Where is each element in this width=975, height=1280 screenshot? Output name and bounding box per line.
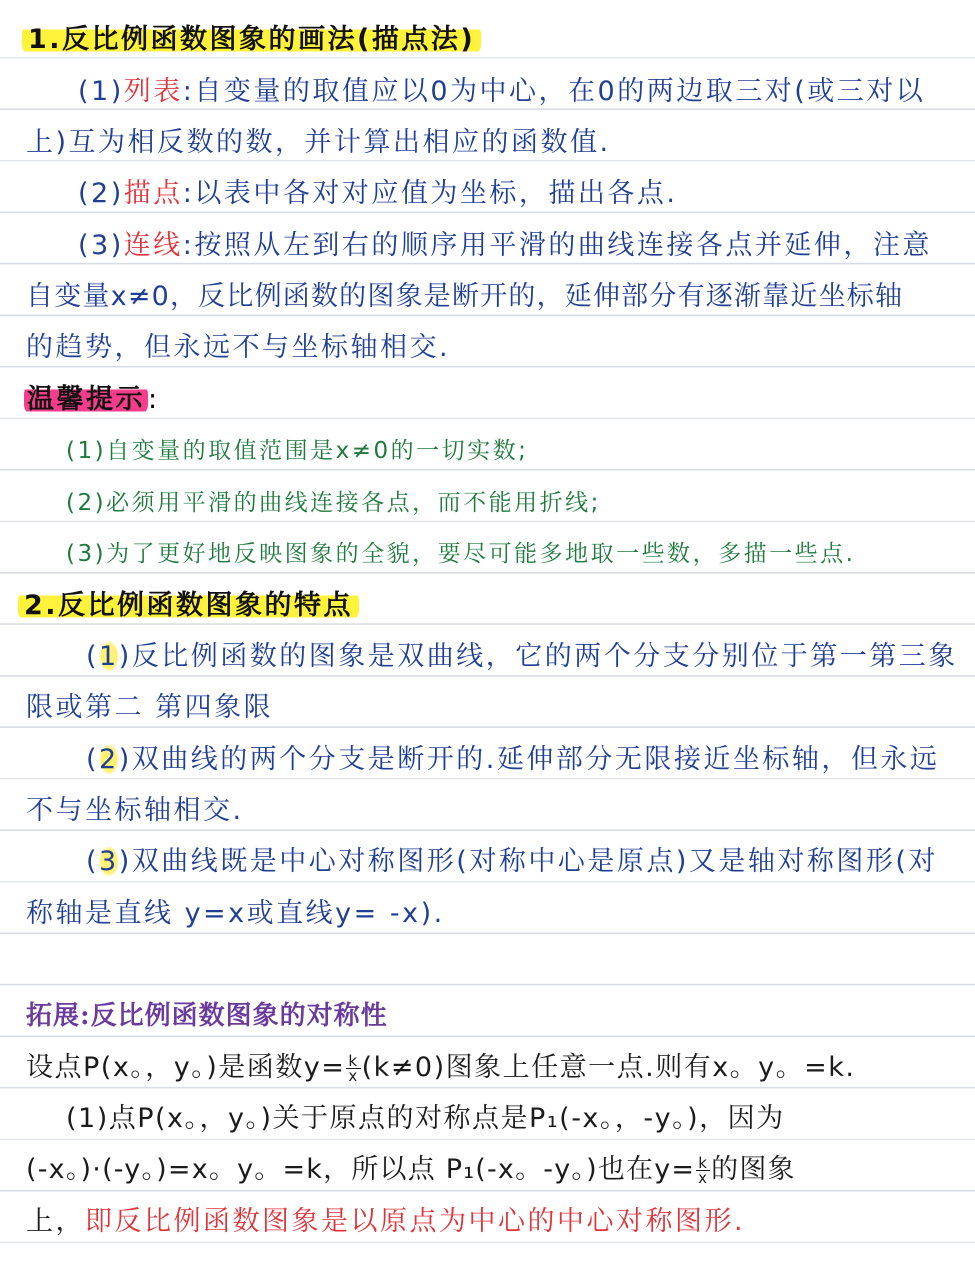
feature1-text-a: 反比例函数的图象是双曲线，它的两个分支分别位于第一第三象: [131, 641, 958, 672]
step2-colon: :: [182, 178, 195, 209]
step3-text-a: 按照从左到右的顺序用平滑的曲线连接各点并延伸，注意: [194, 230, 932, 261]
step2-line-a: [78, 168, 975, 220]
tip-item-3: [66, 528, 975, 580]
step1-text-a: 自变量的取值应以0为中心，在0的两边取三对(或三对以: [194, 76, 926, 107]
extension-fraction-2: [696, 1156, 710, 1185]
feature1-open: (: [86, 641, 100, 672]
step1-label: 列表: [123, 76, 183, 107]
feature3-num: 3: [99, 846, 119, 877]
extension-conclusion: 即反比例函数图象是以原点为中心的中心对称图形.: [85, 1206, 746, 1237]
fraction1-denominator: x: [348, 1067, 359, 1085]
step1-line-b: [26, 117, 975, 169]
feature1-line-a: [86, 631, 975, 683]
fraction2-numerator: k: [698, 1154, 709, 1172]
section2-title-line: [18, 580, 975, 632]
step3-label: 连线: [123, 230, 183, 261]
extension-line-4: [26, 1196, 975, 1248]
feature3-close: ): [118, 846, 132, 877]
extension-line2: (1)点P(x。，y。)关于原点的对称点是P₁(-x。，-y。)，因为: [66, 1103, 785, 1134]
step3-text-c: 的趋势，但永远不与坐标轴相交.: [26, 332, 451, 363]
step3-text-b: 自变量x≠0，反比例函数的图象是断开的，延伸部分有逐渐靠近坐标轴: [26, 281, 904, 312]
feature3-open: (: [86, 846, 100, 877]
feature2-num: 2: [99, 744, 119, 775]
step2-text-a: 以表中各对对应值为坐标，描出各点.: [194, 178, 678, 209]
step1-colon: :: [182, 76, 195, 107]
tips-title-line: [24, 374, 975, 426]
fraction1-numerator: k: [348, 1052, 359, 1070]
tips-colon: :: [148, 384, 160, 415]
feature1-num: 1: [99, 641, 119, 672]
feature3-text-b: 称轴是直线 y=x或直线y= -x).: [26, 898, 445, 929]
feature3-line-a: [86, 836, 975, 888]
extension-line-3: [26, 1144, 975, 1196]
step2-label: 描点: [123, 178, 183, 209]
extension-fraction-1: [346, 1054, 360, 1083]
step3-colon: :: [182, 230, 195, 261]
extension-line4-a: 上，: [26, 1206, 85, 1237]
step3-line-b: [26, 271, 975, 323]
feature1-text-b: 限或第二 第四象限: [26, 692, 274, 723]
feature2-text-a: 双曲线的两个分支是断开的.延伸部分无限接近坐标轴，但永远: [131, 744, 940, 775]
tip-item-2: [66, 477, 975, 529]
section1-title: 1.反比例函数图象的画法(描点法): [22, 24, 481, 55]
extension-line-1: [26, 1042, 975, 1094]
fraction2-denominator: x: [698, 1169, 709, 1187]
tips-title: 温馨提示: [24, 384, 148, 415]
tip-text-2: (2)必须用平滑的曲线连接各点，而不能用折线;: [66, 490, 601, 516]
step3-line-a: [78, 220, 975, 272]
step3-num: (3): [78, 230, 124, 261]
extension-title: 拓展:反比例函数图象的对称性: [26, 1001, 388, 1031]
step1-text-b: 上)互为相反数的数，并计算出相应的函数值.: [26, 127, 611, 158]
step1-line-a: [78, 66, 975, 118]
feature2-line-b: [26, 785, 975, 837]
extension-line1-b: (k≠0)图象上任意一点.则有x。y。=k.: [361, 1052, 856, 1083]
extension-line3-b: 的图象: [711, 1154, 796, 1185]
tip-item-1: [66, 425, 975, 477]
step3-line-c: [26, 322, 975, 374]
step2-num: (2): [78, 178, 124, 209]
feature2-line-a: [86, 734, 975, 786]
extension-line1-a: 设点P(x。，y。)是函数y=: [26, 1052, 346, 1083]
feature2-open: (: [86, 744, 100, 775]
step1-num: (1): [78, 76, 124, 107]
extension-title-line: [26, 990, 975, 1042]
section2-title: 2.反比例函数图象的特点: [18, 590, 359, 621]
feature2-text-b: 不与坐标轴相交.: [26, 795, 244, 826]
tip-text-3: (3)为了更好地反映图象的全貌，要尽可能多地取一些数，多描一些点.: [66, 541, 856, 567]
feature1-close: ): [118, 641, 132, 672]
feature2-close: ): [118, 744, 132, 775]
section1-title-line: [22, 14, 975, 66]
feature3-text-a: 双曲线既是中心对称图形(对称中心是原点)又是轴对称图形(对: [131, 846, 938, 877]
tip-text-1: (1)自变量的取值范围是x≠0的一切实数;: [66, 438, 529, 464]
extension-line-2: [66, 1093, 975, 1145]
feature3-line-b: [26, 888, 975, 940]
extension-line3-a: (-x。)·(-y。)=x。y。=k，所以点 P₁(-x。-y。)也在y=: [26, 1154, 696, 1185]
feature1-line-b: [26, 682, 975, 734]
